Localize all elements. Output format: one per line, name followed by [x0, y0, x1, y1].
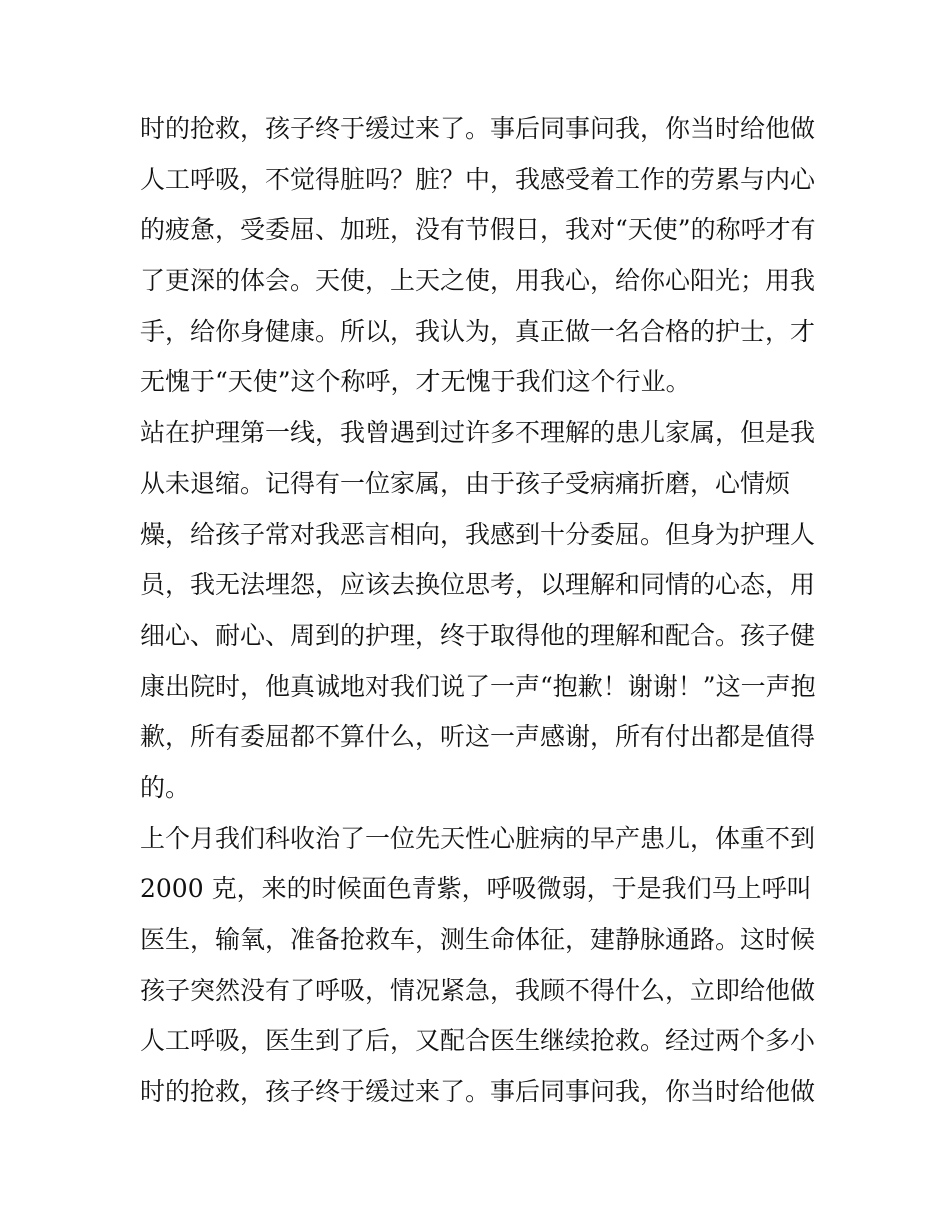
- text-line: 员，我无法埋怨，应该去换位思考，以理解和同情的心态，用: [140, 570, 816, 600]
- text-line: 手，给你身健康。所以，我认为，真正做一名合格的护士，才: [140, 316, 816, 346]
- text-line: 上个月我们科收治了一位先天性心脏病的早产患儿，体重不到: [140, 823, 816, 853]
- text-line: 人工呼吸，医生到了后，又配合医生继续抢救。经过两个多小: [140, 1026, 816, 1056]
- text-line: 2000 克，来的时候面色青紫，呼吸微弱，于是我们马上呼叫: [140, 874, 812, 904]
- text-line: 时的抢救，孩子终于缓过来了。事后同事问我，你当时给他做: [140, 1077, 816, 1107]
- text-line: 歉，所有委屈都不算什么，听这一声感谢，所有付出都是值得: [140, 722, 816, 752]
- text-line: 人工呼吸，不觉得脏吗？脏？中，我感受着工作的劳累与内心: [140, 164, 816, 194]
- text-line: 医生，输氧，准备抢救车，测生命体征，建静脉通路。这时候: [140, 925, 816, 954]
- text-line: 的。: [140, 772, 191, 802]
- text-line: 燥，给孩子常对我恶言相向，我感到十分委屈。但身为护理人: [140, 519, 816, 549]
- text-line: 无愧于“天使”这个称呼，才无愧于我们这个行业。: [140, 367, 691, 397]
- text-line: 从未退缩。记得有一位家属，由于孩子受病痛折磨，心情烦: [140, 468, 791, 498]
- text-line: 了更深的体会。天使，上天之使，用我心，给你心阳光；用我: [140, 266, 816, 296]
- text-line: 站在护理第一线，我曾遇到过许多不理解的患儿家属，但是我: [140, 418, 816, 448]
- text-line: 细心、耐心、周到的护理，终于取得他的理解和配合。孩子健: [140, 620, 816, 650]
- text-line: 康出院时，他真诚地对我们说了一声“抱歉！谢谢！”这一声抱: [140, 671, 816, 701]
- body-text: [140, 104, 820, 1118]
- text-line: 时的抢救，孩子终于缓过来了。事后同事问我，你当时给他做: [140, 114, 816, 143]
- text-line: 的疲惫，受委屈、加班，没有节假日，我对“天使”的称呼才有: [140, 215, 816, 245]
- text-line: 孩子突然没有了呼吸，情况紧急，我顾不得什么，立即给他做: [140, 975, 816, 1005]
